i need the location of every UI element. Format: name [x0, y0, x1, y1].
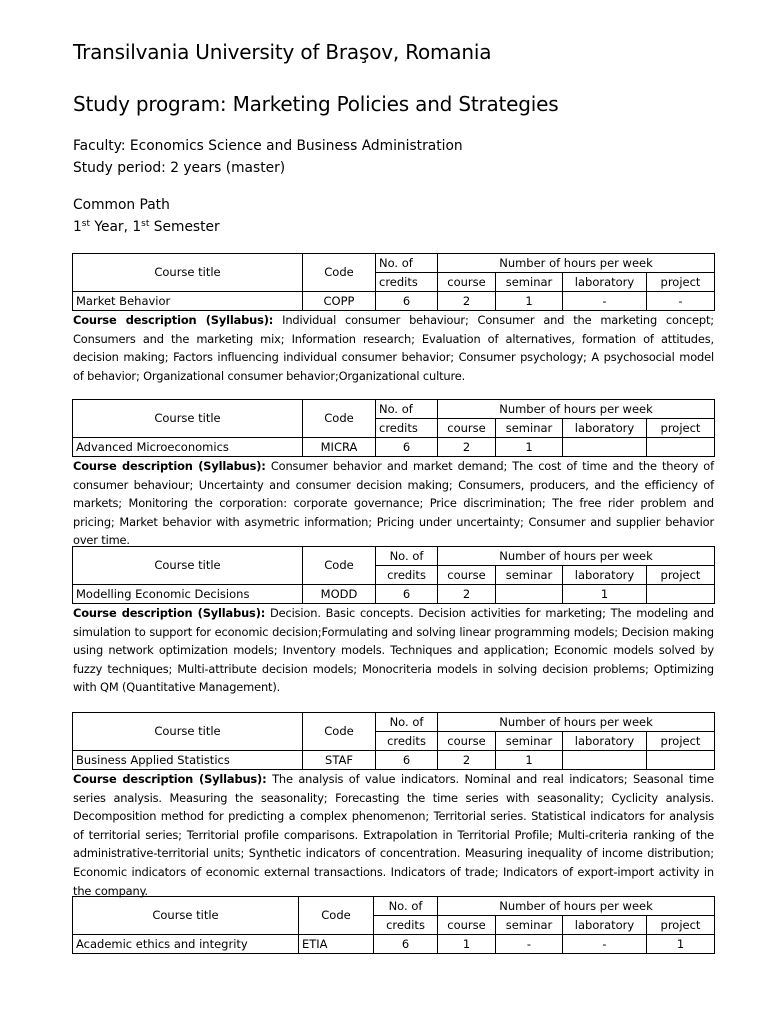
table-row	[73, 585, 715, 604]
year-semester-line: 1st Year, 1st Semester	[73, 219, 220, 235]
hours-header: Number of hours per week	[438, 713, 715, 732]
course-hours-cell: 1	[438, 935, 496, 954]
course-hours-header: course	[438, 916, 496, 935]
credits-header-bottom: credits	[376, 566, 438, 585]
course-title-header: Course title	[73, 713, 303, 751]
project-header: project	[647, 419, 715, 438]
project-header: project	[647, 566, 715, 585]
hours-header: Number of hours per week	[438, 547, 715, 566]
laboratory-header: laboratory	[563, 273, 647, 292]
credits-header-bottom: credits	[376, 273, 438, 292]
laboratory-cell: -	[563, 292, 647, 311]
description-text: Decision. Basic concepts. Decision activities for marketing; The modeling and simulation to support for economic decision;Formulating and solving linear programming models; Decision making using network optimization models; Inventory models. Techniques and application; Economic models solved by fuzzy techniques; Multi-attribute decision models; Monocriteria models in solving decision problems; Optimizing with QM (Quantitative Management).	[73, 606, 714, 695]
course-table	[72, 896, 715, 954]
course-hours-cell: 2	[438, 292, 496, 311]
period-line: Study period: 2 years (master)	[73, 160, 286, 176]
credits-cell: 6	[376, 751, 438, 770]
credits-header-top: No. of	[374, 897, 438, 916]
laboratory-header: laboratory	[563, 916, 647, 935]
code-cell: STAF	[303, 751, 376, 770]
course-hours-cell: 2	[438, 751, 496, 770]
course-title-cell: Market Behavior	[73, 292, 303, 311]
description-label: Course description (Syllabus):	[73, 459, 266, 473]
description-text: Consumer behavior and market demand; The cost of time and the theory of consumer behaviour; Uncertainty and consumer decision making; Consumers, producers, and the efficiency of markets; Monitoring the corporation: corporate governance; Price discrimination; The free rider problem and pricing; Market behavior with asymetric information; Pricing under uncertainty; Consumer and supplier behavior over time.	[73, 459, 714, 548]
path-line: Common Path	[73, 197, 170, 213]
credits-cell: 6	[376, 438, 438, 457]
project-header: project	[647, 916, 715, 935]
project-cell	[647, 751, 715, 770]
code-header: Code	[303, 400, 376, 438]
seminar-cell: 1	[496, 292, 563, 311]
university-title: Transilvania University of Braşov, Romania	[73, 40, 492, 64]
description-text: Individual consumer behaviour; Consumer and the marketing concept; Consumers and the marketing mix; Information research; Evaluation of alternatives, formation of attitudes, decision making; Factors influencing individual consumer behavior; Consumer psychology; A psychosocial model of behavior; Organizational consumer behavior;Organizational culture.	[73, 313, 714, 383]
faculty-line: Faculty: Economics Science and Business Administration	[73, 138, 463, 154]
credits-header-bottom: credits	[374, 916, 438, 935]
laboratory-header: laboratory	[563, 732, 647, 751]
course-description	[73, 457, 714, 550]
course-table	[72, 399, 715, 457]
seminar-header: seminar	[496, 732, 563, 751]
credits-header-bottom: credits	[376, 732, 438, 751]
project-header: project	[647, 732, 715, 751]
seminar-cell: 1	[496, 438, 563, 457]
seminar-header: seminar	[496, 419, 563, 438]
table-row	[73, 751, 715, 770]
laboratory-header: laboratory	[563, 566, 647, 585]
code-header: Code	[303, 254, 376, 292]
seminar-header: seminar	[496, 566, 563, 585]
course-hours-header: course	[438, 732, 496, 751]
description-label: Course description (Syllabus):	[73, 772, 267, 786]
semester-heading	[73, 194, 220, 238]
laboratory-cell	[563, 751, 647, 770]
laboratory-cell: -	[563, 935, 647, 954]
course-hours-cell: 2	[438, 438, 496, 457]
code-header: Code	[303, 713, 376, 751]
course-title-cell: Modelling Economic Decisions	[73, 585, 303, 604]
project-header: project	[647, 273, 715, 292]
code-cell: ETIA	[299, 935, 374, 954]
credits-header-top: No. of	[376, 713, 438, 732]
hours-header: Number of hours per week	[438, 400, 715, 419]
course-title-header: Course title	[73, 897, 299, 935]
code-cell: MODD	[303, 585, 376, 604]
program-title: Study program: Marketing Policies and Strategies	[73, 92, 559, 116]
table-row	[73, 438, 715, 457]
laboratory-header: laboratory	[563, 419, 647, 438]
code-header: Code	[303, 547, 376, 585]
code-cell: MICRA	[303, 438, 376, 457]
course-title-cell: Business Applied Statistics	[73, 751, 303, 770]
hours-header: Number of hours per week	[438, 897, 715, 916]
course-title-header: Course title	[73, 254, 303, 292]
description-text: The analysis of value indicators. Nominal and real indicators; Seasonal time series analysis. Measuring the seasonality; Forecasting the time series with seasonality; Cyclicity analysis. Decomposition method for predicting a complex phenomenon; Territorial series. Statistical indicators for analysis of territorial series; Territorial profile comparisons. Extrapolation in Territorial Profile; Multi-criteria ranking of the administrative-territorial units; Synthetic indicators of concentration. Measuring inequality of income distribution; Economic indicators of economic external transactions. Indicators of trade; Indicators of export-import activity in the company.	[73, 772, 714, 898]
course-hours-header: course	[438, 566, 496, 585]
course-title-header: Course title	[73, 547, 303, 585]
course-title-cell: Advanced Microeconomics	[73, 438, 303, 457]
credits-header-top: No. of	[376, 254, 438, 273]
course-description	[73, 770, 714, 900]
description-label: Course description (Syllabus):	[73, 313, 274, 327]
course-table	[72, 546, 715, 604]
course-table	[72, 712, 715, 770]
credits-header-top: No. of	[376, 547, 438, 566]
seminar-cell	[496, 585, 563, 604]
table-row	[73, 292, 715, 311]
description-label: Course description (Syllabus):	[73, 606, 266, 620]
project-cell	[647, 438, 715, 457]
code-cell: COPP	[303, 292, 376, 311]
credits-cell: 6	[376, 292, 438, 311]
laboratory-cell	[563, 438, 647, 457]
course-description	[73, 311, 714, 385]
program-meta	[73, 135, 463, 179]
seminar-cell: 1	[496, 751, 563, 770]
project-cell	[647, 585, 715, 604]
credits-header-top: No. of	[376, 400, 438, 419]
hours-header: Number of hours per week	[438, 254, 715, 273]
course-title-cell: Academic ethics and integrity	[73, 935, 299, 954]
course-table	[72, 253, 715, 311]
laboratory-cell: 1	[563, 585, 647, 604]
course-hours-cell: 2	[438, 585, 496, 604]
credits-cell: 6	[376, 585, 438, 604]
credits-header-bottom: credits	[376, 419, 438, 438]
credits-cell: 6	[374, 935, 438, 954]
course-title-header: Course title	[73, 400, 303, 438]
course-hours-header: course	[438, 419, 496, 438]
course-description	[73, 604, 714, 697]
seminar-header: seminar	[496, 916, 563, 935]
course-hours-header: course	[438, 273, 496, 292]
project-cell: 1	[647, 935, 715, 954]
seminar-cell: -	[496, 935, 563, 954]
table-row	[73, 935, 715, 954]
code-header: Code	[299, 897, 374, 935]
project-cell: -	[647, 292, 715, 311]
seminar-header: seminar	[496, 273, 563, 292]
